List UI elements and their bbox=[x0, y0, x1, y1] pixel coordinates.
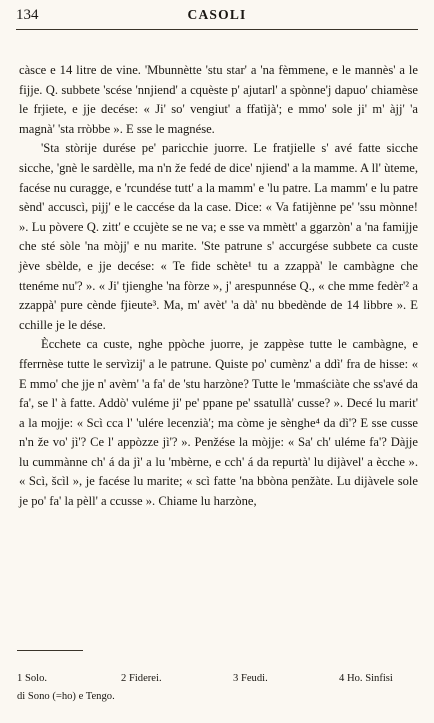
body-text bbox=[19, 61, 418, 512]
header-rule bbox=[16, 29, 418, 30]
footnote-rule bbox=[17, 650, 83, 651]
paragraph: càsce e 14 litre de vine. 'Mbunnètte 'stu star' a 'na fèmmene, e le mannès' a le fijje. Q. subbete 'scése 'nnjiend' a cquèste p' ajutarl' a spònne'j dapuo' chiamèse le frjiete, e jje decése: « Ji' so' vengiut' a ffatìjà'; e mmo' sole ji' m' àjj' 'a magnà' 'sta rròbbe ». E sse le magnése. bbox=[19, 63, 418, 136]
page-header bbox=[16, 4, 418, 30]
paragraph: Ècchete ca custe, nghe ppòche juorre, je zappèse tutte le cambàgne, e fferrnèse tutte le servìzij' a le patrune. Quiste po' cumènz' a ddì' fra de hisse: « E mmo' che jje n' avèm' 'a fa' de 'stu harzòne? Tutte le 'mmaściàte che ss'avé da fa', se l' à fatte. Addò' vuléme ji' pe' ppane pe' ssatullà' cusse? ». Decé lu marit' a la mojje: « Scì cca l' 'ulére lecenzià'; ma còme je sènghe⁴ da dì'? E sse cusse n'n že vo' jì'? Ce l' appòzze jì'? ». Penžése la mòjje: « Sa' ch' uléme fa'? Dàjje lu cummànne ch' á da jì' a lu 'mbèrne, e cch' á da repurtà' lu dijàvel' a ècche ». « Scì, šcìl », je facése lu marite; « scì fatte 'na bbòna penžàte. Lu dijàvele sole je po' fa' la pèll' a ccusse ». Chiame lu harzòne, bbox=[19, 337, 418, 509]
footnote: 2 Fiderei. bbox=[121, 673, 162, 684]
paragraph: 'Sta stòrije durése pe' paricchie juorre. Le fratjielle s' avé fatte sicche sicche, 'gnè le sardèlle, ma n'n že fedé de dice' njiend' a la mamme. A ll' ùteme, facése nu curagge, e 'rcundése tutt' a la mamm' e 'lu patre. La mamm' e lu patre sènd' accuscì, pijj' e le caccése da la case. Dice: « Va fatijènne pe' 'ssu mònne! ». Lu pòvere Q. zitt' e ccujète se ne va; e sse va mmètt' a ggarzòn' a 'na famijje che sté sòle 'na mòjj' e nu marite. 'Ste patrune s' accurgése subbete ca custe jève sbèlde, e jje decése: « Te fide schète¹ tu a zzappà' le cambàgne che ttenéme nu'? ». « Ji' tjienghe 'na fòrze », j' arespunnése Q., « che mme fedèr'² a zzappà' pure cènde fjieute³. Ma, m' avèt' 'a dà' nu bbedènde de 14 libbre ». E cchille je le dése. bbox=[19, 141, 418, 332]
footnote-continuation: di Sono (=ho) e Tengo. bbox=[17, 691, 115, 702]
footnote: 3 Feudi. bbox=[233, 673, 268, 684]
footnote: 4 Ho. Sinfisi bbox=[339, 673, 393, 684]
footnotes bbox=[17, 670, 418, 706]
footnote: 1 Solo. bbox=[17, 673, 48, 684]
footnote-row bbox=[17, 670, 418, 688]
running-head: CASOLI bbox=[187, 7, 247, 22]
page-number: 134 bbox=[16, 7, 39, 23]
